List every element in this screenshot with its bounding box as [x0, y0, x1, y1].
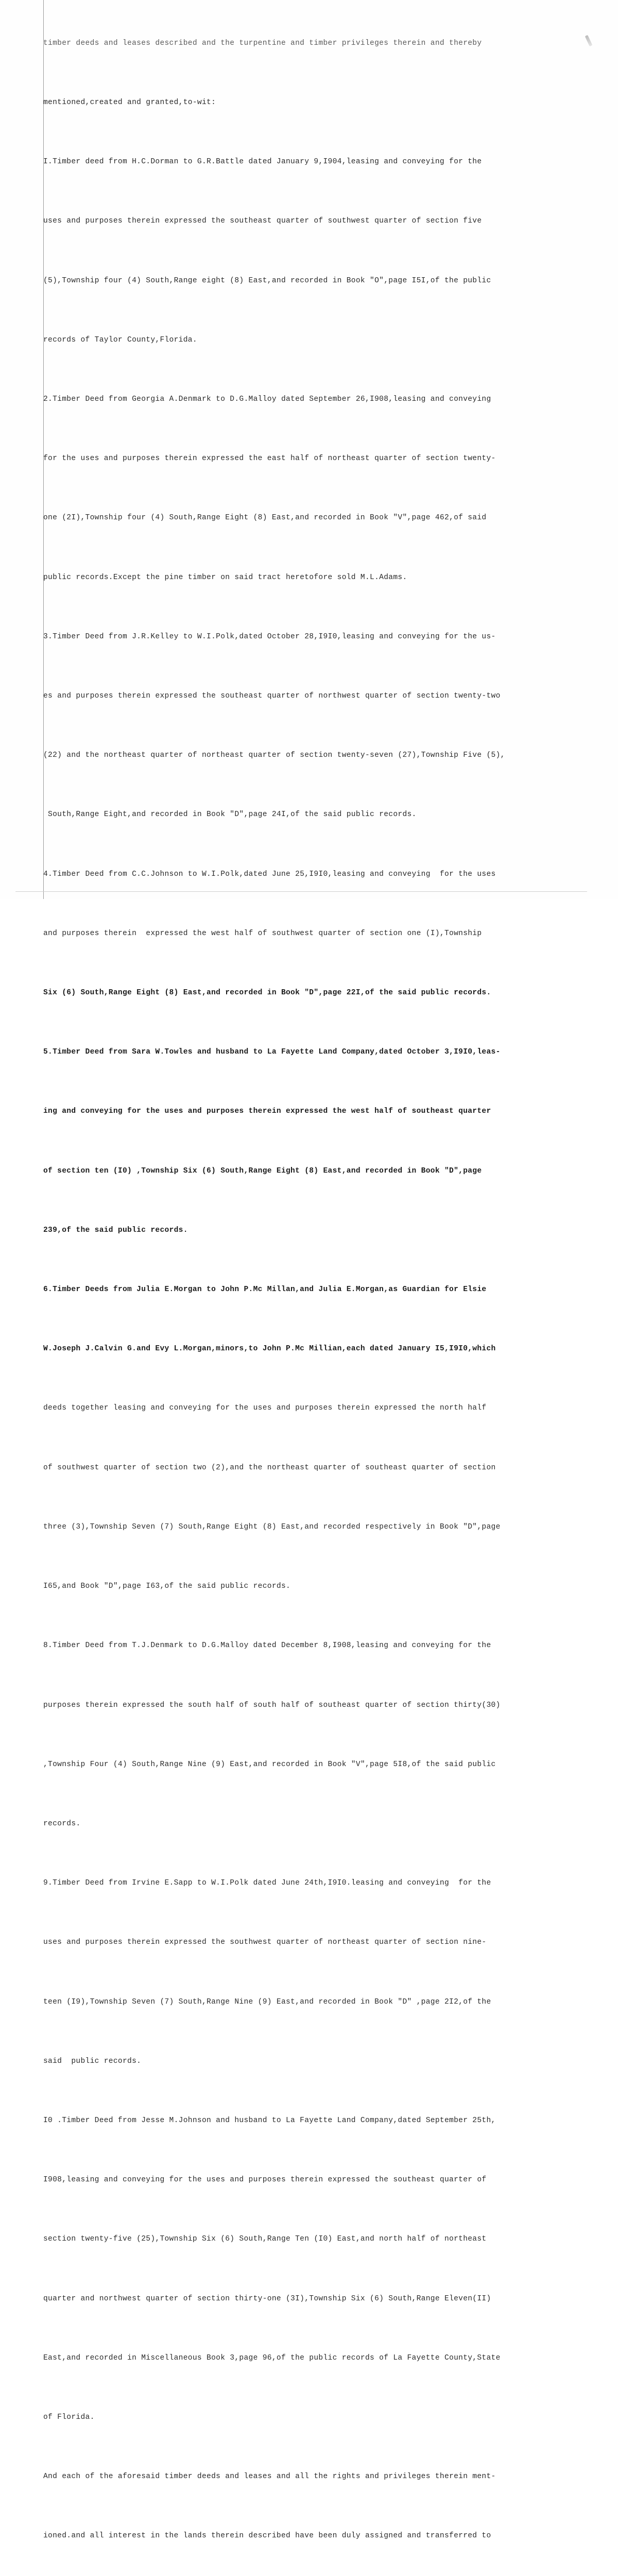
text-line: 5.Timber Deed from Sara W.Towles and husband to La Fayette Land Company,dated October 3,I9I0,leas-	[43, 1048, 501, 1057]
text-line: East,and recorded in Miscellaneous Book 3,page 96,of the public records of La Fayette County,State	[43, 2353, 501, 2362]
text-line: quarter and northwest quarter of section thirty-one (3I),Township Six (6) South,Range Eleven(II)	[43, 2294, 491, 2303]
text-line: of southwest quarter of section two (2),and the northeast quarter of southeast quarter of section	[43, 1463, 496, 1472]
text-line: 3.Timber Deed from J.R.Kelley to W.I.Polk,dated October 28,I9I0,leasing and conveying for the us-	[43, 632, 496, 641]
text-line: (22) and the northeast quarter of northeast quarter of section twenty-seven (27),Township Five (5),	[43, 751, 505, 760]
text-line: teen (I9),Township Seven (7) South,Range Nine (9) East,and recorded in Book "D" ,page 2I2,of the	[43, 1997, 491, 2006]
text-line: and purposes therein expressed the west half of southwest quarter of section one (I),Township	[43, 929, 482, 938]
text-line: 8.Timber Deed from T.J.Denmark to D.G.Malloy dated December 8,I908,leasing and conveying for the	[43, 1641, 491, 1650]
page-bottom-edge	[15, 891, 587, 892]
text-line: records of Taylor County,Florida.	[43, 335, 197, 344]
text-line: timber deeds and leases described and the turpentine and timber privileges therein and thereby	[43, 39, 482, 47]
text-line: ioned.and all interest in the lands therein described have been duly assigned and transferred to	[43, 2532, 491, 2540]
text-line: deeds together leasing and conveying for the uses and purposes therein expressed the north half	[43, 1404, 487, 1413]
text-line: one (2I),Township four (4) South,Range Eight (8) East,and recorded in Book "V",page 462,of said	[43, 514, 487, 522]
text-line: three (3),Township Seven (7) South,Range Eight (8) East,and recorded respectively in Book "D",page	[43, 1522, 501, 1531]
text-line: uses and purposes therein expressed the southwest quarter of northeast quarter of section nine-	[43, 1938, 487, 1947]
text-line: (5),Township four (4) South,Range eight (8) East,and recorded in Book "O",page I5I,of the public	[43, 276, 491, 285]
text-line: South,Range Eight,and recorded in Book "D",page 24I,of the said public records.	[43, 810, 417, 819]
text-line: Six (6) South,Range Eight (8) East,and recorded in Book "D",page 22I,of the said public records.	[43, 989, 491, 997]
text-line: 2.Timber Deed from Georgia A.Denmark to D.G.Malloy dated September 26,I908,leasing and conveying	[43, 395, 491, 404]
text-line: uses and purposes therein expressed the southeast quarter of southwest quarter of section five	[43, 217, 482, 226]
text-line: ,Township Four (4) South,Range Nine (9) East,and recorded in Book "V",page 5I8,of the said public	[43, 1760, 496, 1769]
text-line: public records.Except the pine timber on said tract heretofore sold M.L.Adams.	[43, 573, 407, 582]
text-line: es and purposes therein expressed the southeast quarter of northwest quarter of section twenty-two	[43, 692, 501, 701]
text-line: section twenty-five (25),Township Six (6) South,Range Ten (I0) East,and north half of northeast	[43, 2235, 487, 2244]
text-line: of section ten (I0) ,Township Six (6) South,Range Eight (8) East,and recorded in Book "D",page	[43, 1166, 482, 1175]
text-line: 9.Timber Deed from Irvine E.Sapp to W.I.Polk dated June 24th,I9I0.leasing and conveying for the	[43, 1879, 491, 1888]
text-line: I0 .Timber Deed from Jesse M.Johnson and husband to La Fayette Land Company,dated September 25th,	[43, 2116, 496, 2125]
text-line: purposes therein expressed the south half of south half of southeast quarter of section thirty(30)	[43, 1701, 501, 1709]
text-line: for the uses and purposes therein expressed the east half of northeast quarter of section twenty-	[43, 454, 496, 463]
document-body	[43, 0, 563, 2576]
text-line: 239,of the said public records.	[43, 1226, 188, 1234]
text-line: mentioned,created and granted,to-wit:	[43, 98, 216, 107]
text-line: of Florida.	[43, 2413, 95, 2421]
text-line: ing and conveying for the uses and purposes therein expressed the west half of southeast quarter	[43, 1107, 491, 1116]
text-line: I908,leasing and conveying for the uses and purposes therein expressed the southeast quarter of	[43, 2176, 487, 2184]
text-line: 4.Timber Deed from C.C.Johnson to W.I.Polk,dated June 25,I9I0,leasing and conveying for the uses	[43, 870, 496, 878]
paper-mark	[585, 35, 593, 46]
text-line: said public records.	[43, 2057, 142, 2065]
text-line: W.Joseph J.Calvin G.and Evy L.Morgan,minors,to John P.Mc Millian,each dated January I5,I9I0,which	[43, 1345, 496, 1353]
text-line: And each of the aforesaid timber deeds and leases and all the rights and privileges therein ment-	[43, 2472, 496, 2481]
text-line: 6.Timber Deeds from Julia E.Morgan to John P.Mc Millan,and Julia E.Morgan,as Guardian for Elsie	[43, 1285, 487, 1294]
text-line: I.Timber deed from H.C.Dorman to G.R.Battle dated January 9,I904,leasing and conveying for the	[43, 158, 482, 166]
text-line: I65,and Book "D",page I63,of the said public records.	[43, 1582, 291, 1591]
text-line: records.	[43, 1819, 81, 1828]
